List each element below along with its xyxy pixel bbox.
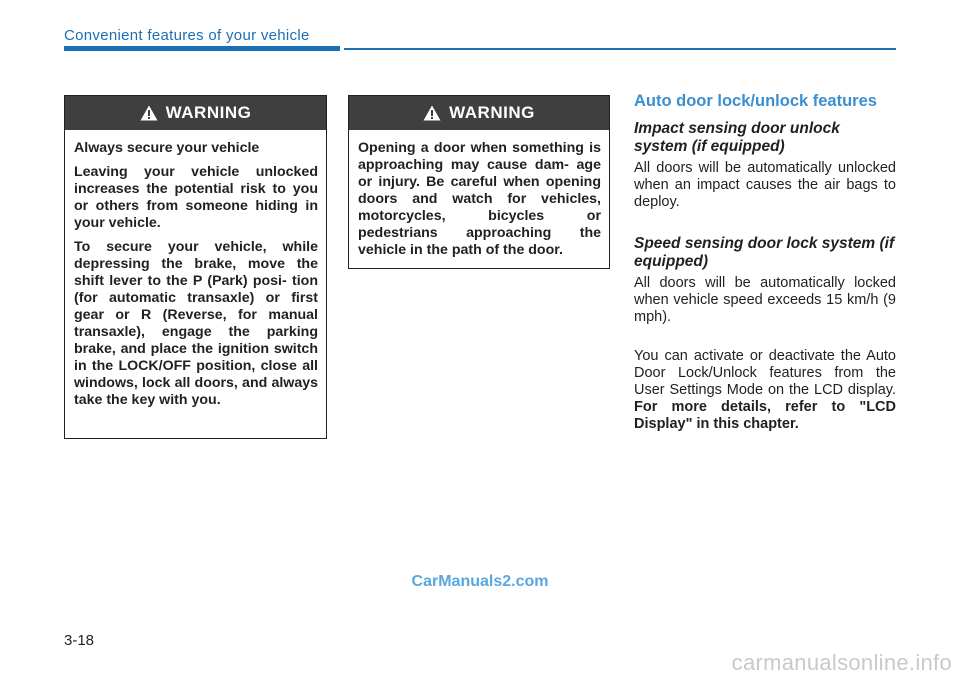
page-header-title: Convenient features of your vehicle bbox=[64, 27, 310, 44]
lcd-settings-text: You can activate or deactivate the Auto Door Lock/Unlock features from the User Settings Mode on the LCD display. bbox=[634, 348, 896, 398]
warning-box-2 bbox=[348, 95, 610, 269]
site-watermark: CarManuals2.com bbox=[411, 573, 549, 590]
warning-label-2: WARNING bbox=[449, 103, 535, 122]
lcd-settings-reference: For more details, refer to "LCD Display" in this chapter. bbox=[634, 399, 896, 432]
warning1-paragraph: To secure your vehicle, while depressing the brake, move the shift lever to the P (Park) posi- tion (for automatic transaxle) or first gear or R (Reverse, for manual transaxle), engage the parking brake, and place the ignition switch in the LOCK/OFF position, close all windows, lock all doors, and always take the key with you. bbox=[74, 239, 318, 408]
warning-header-2 bbox=[349, 96, 609, 130]
lcd-settings-paragraph bbox=[634, 348, 896, 433]
subsection-title-speed: Speed sensing door lock system (if equipped) bbox=[634, 235, 895, 270]
header-rule-thin bbox=[344, 48, 896, 50]
warning-body-1 bbox=[65, 130, 326, 417]
subsection-text-speed: All doors will be automatically locked when vehicle speed exceeds 15 km/h (9 mph). bbox=[634, 275, 896, 325]
footer-watermark: carmanualsonline.info bbox=[731, 650, 952, 675]
warning-box-1 bbox=[64, 95, 327, 439]
warning-label-1: WARNING bbox=[165, 103, 252, 122]
page-number: 3-18 bbox=[64, 632, 95, 649]
warning2-paragraph: Opening a door when something is approaching may cause dam- age or injury. Be careful when opening doors and watch for vehicles, motorcycles, bicycles or pedestrians approaching the vehicle in the path of the door. bbox=[358, 140, 601, 258]
warning-triangle-icon bbox=[423, 105, 441, 121]
auto-door-section bbox=[634, 92, 896, 433]
warning-body-2 bbox=[349, 130, 609, 267]
warning-header-1 bbox=[65, 96, 326, 130]
warning-triangle-icon bbox=[140, 105, 158, 121]
warning1-paragraph: Leaving your vehicle unlocked increases the potential risk to you or others from someone hiding in your vehicle. bbox=[74, 164, 318, 231]
subsection-text-impact: All doors will be automatically unlocked when an impact causes the air bags to deploy. bbox=[634, 160, 896, 210]
section-title: Auto door lock/unlock features bbox=[634, 92, 877, 110]
header-rule-thick bbox=[64, 46, 340, 51]
warning1-paragraph: Always secure your vehicle bbox=[74, 140, 260, 156]
subsection-title-impact: Impact sensing door unlock system (if equipped) bbox=[634, 120, 840, 155]
